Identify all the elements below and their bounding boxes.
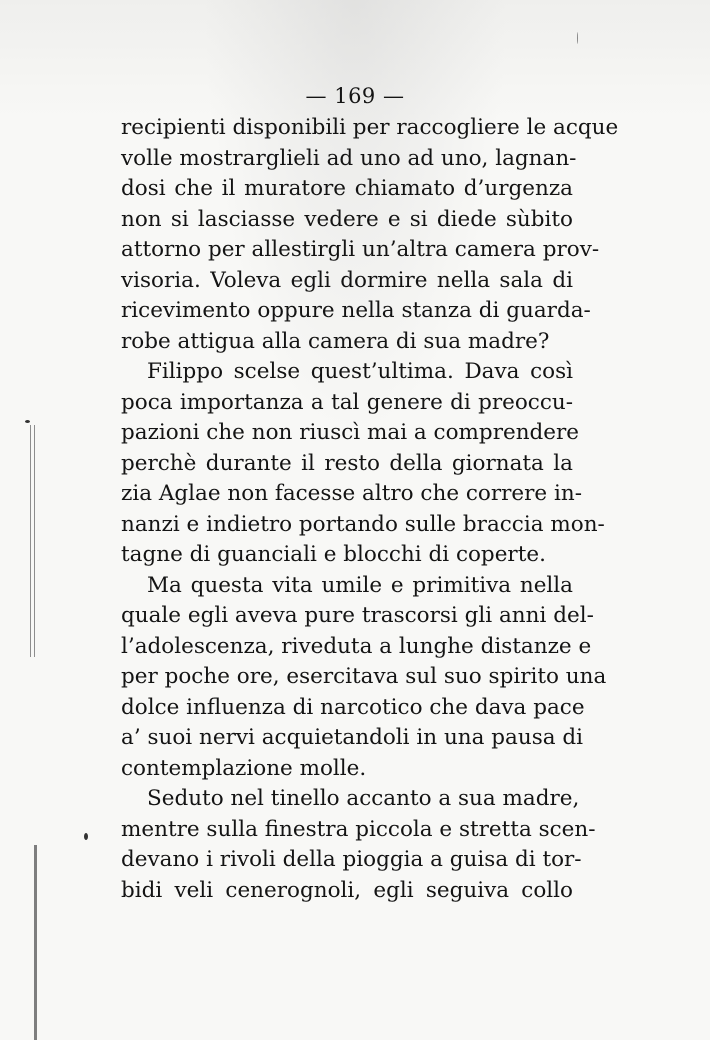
text-line: contemplazione molle. [121, 755, 367, 781]
text-line: dolce influenza di narcotico che dava pace [121, 694, 585, 720]
text-line: mentre sulla finestra piccola e stretta scen- [121, 816, 596, 842]
text-line: robe attigua alla camera di sua madre? [121, 328, 550, 354]
text-line: volle mostrarglieli ad uno ad uno, lagnan- [121, 145, 577, 171]
text-line: Ma questa vita umile e primitiva nella [147, 572, 573, 598]
text-line: nanzi e indietro portando sulle braccia mon- [121, 511, 605, 537]
paragraph [121, 784, 596, 906]
text-line: dosi che il muratore chiamato d’urgenza [121, 176, 573, 201]
text-line: pazioni che non riuscì mai a comprendere [121, 420, 580, 445]
text-line: quale egli aveva pure trascorsi gli anni del- [121, 603, 594, 628]
text-line: per poche ore, esercitava sul suo spirito una [121, 664, 607, 689]
text-line: l’adolescenza, riveduta a lunghe distanze e [121, 633, 592, 659]
paragraph [121, 571, 607, 785]
scan-speck [84, 833, 88, 840]
text-line: attorno per allestirgli un’altra camera prov- [121, 237, 600, 262]
text-line: bidi veli cenerognoli, egli seguiva collo [121, 877, 573, 903]
scan-speck [25, 420, 30, 423]
text-line: recipienti disponibili per raccogliere le acque [121, 115, 619, 140]
paragraph [121, 113, 619, 357]
scan-artifact-line [34, 845, 37, 1040]
text-line: non si lasciasse vedere e si diede sùbito [121, 206, 573, 232]
text-line: perchè durante il resto della giornata la [121, 450, 573, 476]
page-number: — 169 — [305, 84, 405, 108]
text-line: Filippo scelse quest’ultima. Dava così [147, 359, 573, 384]
scan-artifact-line [30, 425, 31, 657]
text-line: devano i rivoli della pioggia a guisa di tor- [121, 847, 582, 872]
text-line: a’ suoi nervi acquietandoli in una pausa di [121, 725, 584, 750]
text-line: visoria. Voleva egli dormire nella sala di [121, 267, 573, 293]
text-line: Seduto nel tinello accanto a sua madre, [147, 786, 580, 811]
text-line: tagne di guanciali e blocchi di coperte. [121, 542, 546, 567]
paragraph [121, 357, 605, 571]
scan-artifact-line [34, 425, 35, 657]
text-line: zia Aglae non facesse altro che correre in- [121, 481, 582, 506]
body-text [121, 113, 619, 906]
text-line: ricevimento oppure nella stanza di guarda- [121, 298, 591, 323]
scan-speck [577, 32, 578, 44]
text-line: poca importanza a tal genere di preoccu- [121, 389, 573, 415]
